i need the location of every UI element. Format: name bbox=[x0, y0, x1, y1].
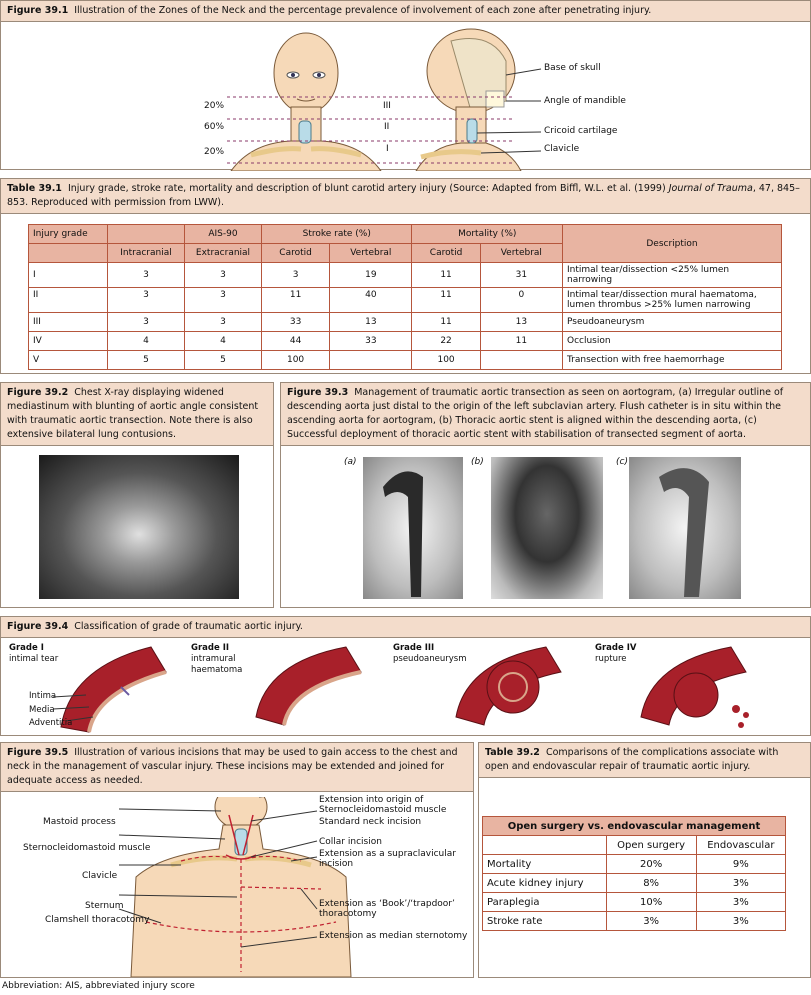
h-desc: Description bbox=[563, 225, 782, 263]
grade-4-label: Grade IV rupture bbox=[595, 643, 637, 664]
label-sternum: Sternum bbox=[85, 901, 124, 911]
figure-39-4-caption: Figure 39.4 Classification of grade of traumatic aortic injury. bbox=[1, 617, 810, 638]
aortogram-a bbox=[363, 457, 463, 599]
grade-1-label: Grade I intimal tear bbox=[9, 643, 59, 664]
grade-3-label: Grade III pseudoaneurysm bbox=[393, 643, 467, 664]
neck-zones-illustration bbox=[1, 21, 810, 171]
chest-xray-image bbox=[39, 455, 239, 599]
label-r4: Extension as a supraclavicular incision bbox=[319, 849, 456, 869]
figure-39-1 bbox=[0, 0, 811, 170]
figure-39-4 bbox=[0, 616, 811, 736]
table-row: Stroke rate 3% 3% bbox=[483, 912, 786, 931]
label-clamshell: Clamshell thoracotomy bbox=[45, 915, 150, 925]
label-r3: Collar incision bbox=[319, 837, 382, 847]
intima-label: Intima bbox=[29, 691, 57, 701]
table-39-1: Injury grade AIS-90 Stroke rate (%) Mortality (%) Description Intracranial Extracranial Carotid Vertebral Carotid Vertebral I 3 3 3 19 11 31 Intimal tear/dissection <25% lumen narrowing II 3 3 11 40 11 0 Intimal tear/dissection mural haematoma, lumen thrombus >25% lumen narrowing III 3 3 33 13 11 13 Pseudoaneurysm IV 4 4 44 33 22 11 Occlusion V 5 5 100 100 Transection with free haemorrhage bbox=[28, 224, 782, 370]
adventitia-label: Adventitia bbox=[29, 718, 73, 728]
label-r6: Extension as median sternotomy bbox=[319, 931, 468, 941]
aortogram-b bbox=[491, 457, 603, 599]
t2-header: Open surgery vs. endovascular management bbox=[483, 817, 786, 836]
label-clavicle: Clavicle bbox=[544, 144, 580, 154]
label-cricoid-cartilage: Cricoid cartilage bbox=[544, 126, 618, 136]
table-row: V 5 5 100 100 Transection with free haemorrhage bbox=[29, 351, 782, 370]
aorta-grade-3 bbox=[456, 647, 561, 725]
media-label: Media bbox=[29, 705, 55, 715]
figure-39-3 bbox=[280, 382, 811, 608]
table-39-2-caption: Table 39.2 Comparisons of the complications associate with open and endovascular repair of traumatic aortic injury. bbox=[479, 743, 810, 778]
torso-trachea bbox=[235, 829, 247, 855]
table-row: III 3 3 33 13 11 13 Pseudoaneurysm bbox=[29, 313, 782, 332]
table-row: Paraplegia 10% 3% bbox=[483, 893, 786, 912]
h-grade: Injury grade bbox=[29, 225, 108, 244]
figure-39-2 bbox=[0, 382, 274, 608]
h-mort: Mortality (%) bbox=[412, 225, 563, 244]
label-scm: Sternocleidomastoid muscle bbox=[23, 843, 151, 853]
label-r1: Extension into origin of Sternocleidomastoid muscle bbox=[319, 795, 447, 815]
front-trachea bbox=[299, 121, 311, 143]
table-39-2: Open surgery vs. endovascular management Open surgery Endovascular Mortality 20% 9% Acute kidney injury 8% 3% Paraplegia 10% 3% Stroke rate 3% 3% bbox=[482, 816, 786, 931]
figure-39-5 bbox=[0, 742, 474, 978]
table-row: II 3 3 11 40 11 0 Intimal tear/dissection mural haematoma, lumen thrombus >25% lumen narrowing bbox=[29, 288, 782, 313]
figure-39-3-caption: Figure 39.3 Management of traumatic aortic transection as seen on aortogram, (a) Irregular outline of descending aorta just distal to the origin of the left subclavian artery. Flush catheter is in situ within the ascending aorta for aortogram, (b) Thoracic aortic stent is aligned within the descending aorta, (c) Successful deployment of thoracic aortic stent with stabilisation of transected segment of aorta. bbox=[281, 383, 810, 446]
zone-2-label: II bbox=[384, 122, 390, 132]
label-r5: Extension as ‘Book’/‘trapdoor’ thoracotomy bbox=[319, 899, 455, 919]
pct-bot: 20% bbox=[204, 147, 225, 157]
label-r2: Standard neck incision bbox=[319, 817, 422, 827]
figure-39-2-caption: Figure 39.2 Chest X-ray displaying widened mediastinum with blunting of aortic angle consistent with traumatic aortic transection. Note there is also extensive bilateral lung contusions. bbox=[1, 383, 273, 446]
grade-2-label: Grade II intramural haematoma bbox=[191, 643, 243, 675]
label-clavicle-2: Clavicle bbox=[82, 871, 118, 881]
panel-a-label: (a) bbox=[344, 457, 357, 467]
side-trachea bbox=[467, 119, 477, 143]
label-base-of-skull: Base of skull bbox=[544, 63, 601, 73]
label-mastoid: Mastoid process bbox=[43, 817, 116, 827]
label-angle-of-mandible: Angle of mandible bbox=[544, 96, 626, 106]
h-stroke: Stroke rate (%) bbox=[262, 225, 412, 244]
aorta-grade-4 bbox=[641, 647, 749, 728]
aorta-grade-2 bbox=[256, 647, 361, 725]
torso-head bbox=[215, 797, 267, 829]
table-row: IV 4 4 44 33 22 11 Occlusion bbox=[29, 332, 782, 351]
zone-3-label: III bbox=[383, 101, 391, 111]
panel-b-label: (b) bbox=[471, 457, 484, 467]
figure-39-5-caption: Figure 39.5 Illustration of various incisions that may be used to gain access to the chest and neck in the management of vascular injury. These incisions may be extended and joined for adequate access as needed. bbox=[1, 743, 473, 792]
footer-abbreviation: Abbreviation: AIS, abbreviated injury score bbox=[2, 981, 195, 991]
pct-mid: 60% bbox=[204, 122, 225, 132]
table-row: Acute kidney injury 8% 3% bbox=[483, 874, 786, 893]
side-jaw bbox=[486, 91, 504, 107]
table-row: Mortality 20% 9% bbox=[483, 855, 786, 874]
aortogram-c bbox=[629, 457, 741, 599]
table-39-1-caption: Table 39.1 Injury grade, stroke rate, mortality and description of blunt carotid artery injury (Source: Adapted from Biffl, W.L. et al. (1999) Journal of Trauma, 47, 845–853. Reproduced with permission from LWW). bbox=[1, 179, 810, 214]
figure-39-1-caption: Figure 39.1 Illustration of the Zones of the Neck and the percentage prevalence of involvement of each zone after penetrating injury. bbox=[1, 1, 810, 22]
zone-1-label: I bbox=[386, 144, 389, 154]
h-ais: AIS-90 bbox=[185, 225, 262, 244]
pct-top: 20% bbox=[204, 101, 225, 111]
table-row: I 3 3 3 19 11 31 Intimal tear/dissection <25% lumen narrowing bbox=[29, 263, 782, 288]
panel-c-label: (c) bbox=[616, 457, 628, 467]
